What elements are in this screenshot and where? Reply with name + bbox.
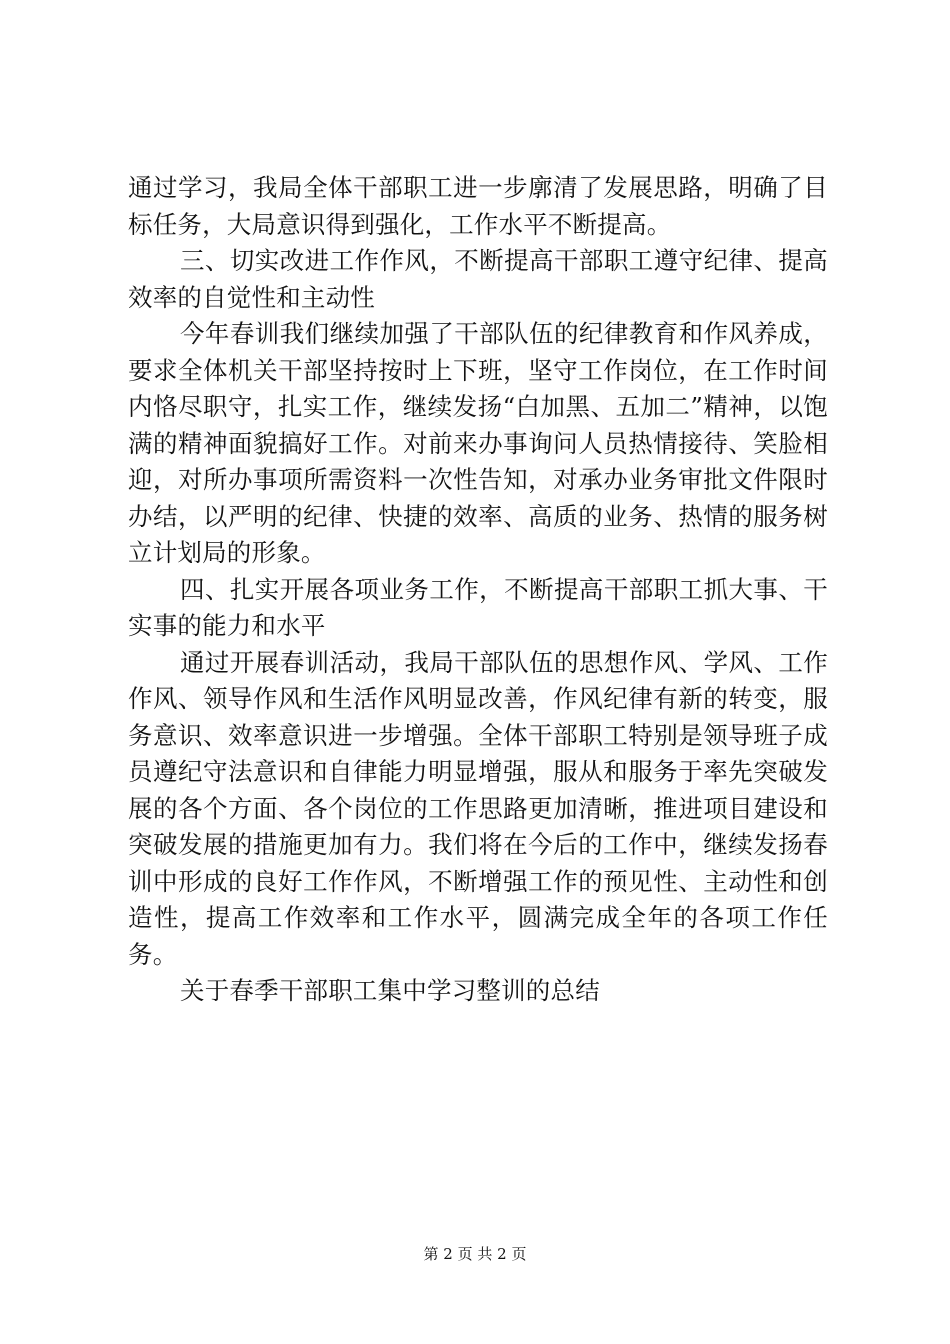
section-heading-three: 三、切实改进工作作风，不断提高干部职工遵守纪律、提高效率的自觉性和主动性	[128, 246, 828, 312]
page-number: 第 2 页 共 2 页	[423, 1245, 527, 1263]
paragraph-continuation: 通过学习，我局全体干部职工进一步廓清了发展思路，明确了目标任务，大局意识得到强化，工作水平不断提高。	[128, 173, 828, 239]
document-body	[128, 170, 828, 1010]
section-heading-four: 四、扎实开展各项业务工作，不断提高干部职工抓大事、干实事的能力和水平	[128, 574, 828, 640]
paragraph-results: 通过开展春训活动，我局干部队伍的思想作风、学风、工作作风、领导作风和生活作风明显改善，作风纪律有新的转变，服务意识、效率意识进一步增强。全体干部职工特别是领导班子成员遵纪守法意识和自律能力明显增强，服从和服务于率先突破发展的各个方面、各个岗位的工作思路更加清晰，推进项目建设和突破发展的措施更加有力。我们将在今后的工作中，继续发扬春训中形成的良好工作作风，不断增强工作的预见性、主动性和创造性，提高工作效率和工作水平，圆满完成全年的各项工作任务。	[128, 647, 828, 969]
document-title-line: 关于春季干部职工集中学习整训的总结	[180, 976, 600, 1005]
paragraph-discipline: 今年春训我们继续加强了干部队伍的纪律教育和作风养成，要求全体机关干部坚持按时上下班，坚守工作岗位，在工作时间内恪尽职守，扎实工作，继续发扬“白加黑、五加二”精神，以饱满的精神面貌搞好工作。对前来办事询问人员热情接待、笑脸相迎，对所办事项所需资料一次性告知，对承办业务审批文件限时办结，以严明的纪律、快捷的效率、高质的业务、热情的服务树立计划局的形象。	[128, 319, 828, 567]
